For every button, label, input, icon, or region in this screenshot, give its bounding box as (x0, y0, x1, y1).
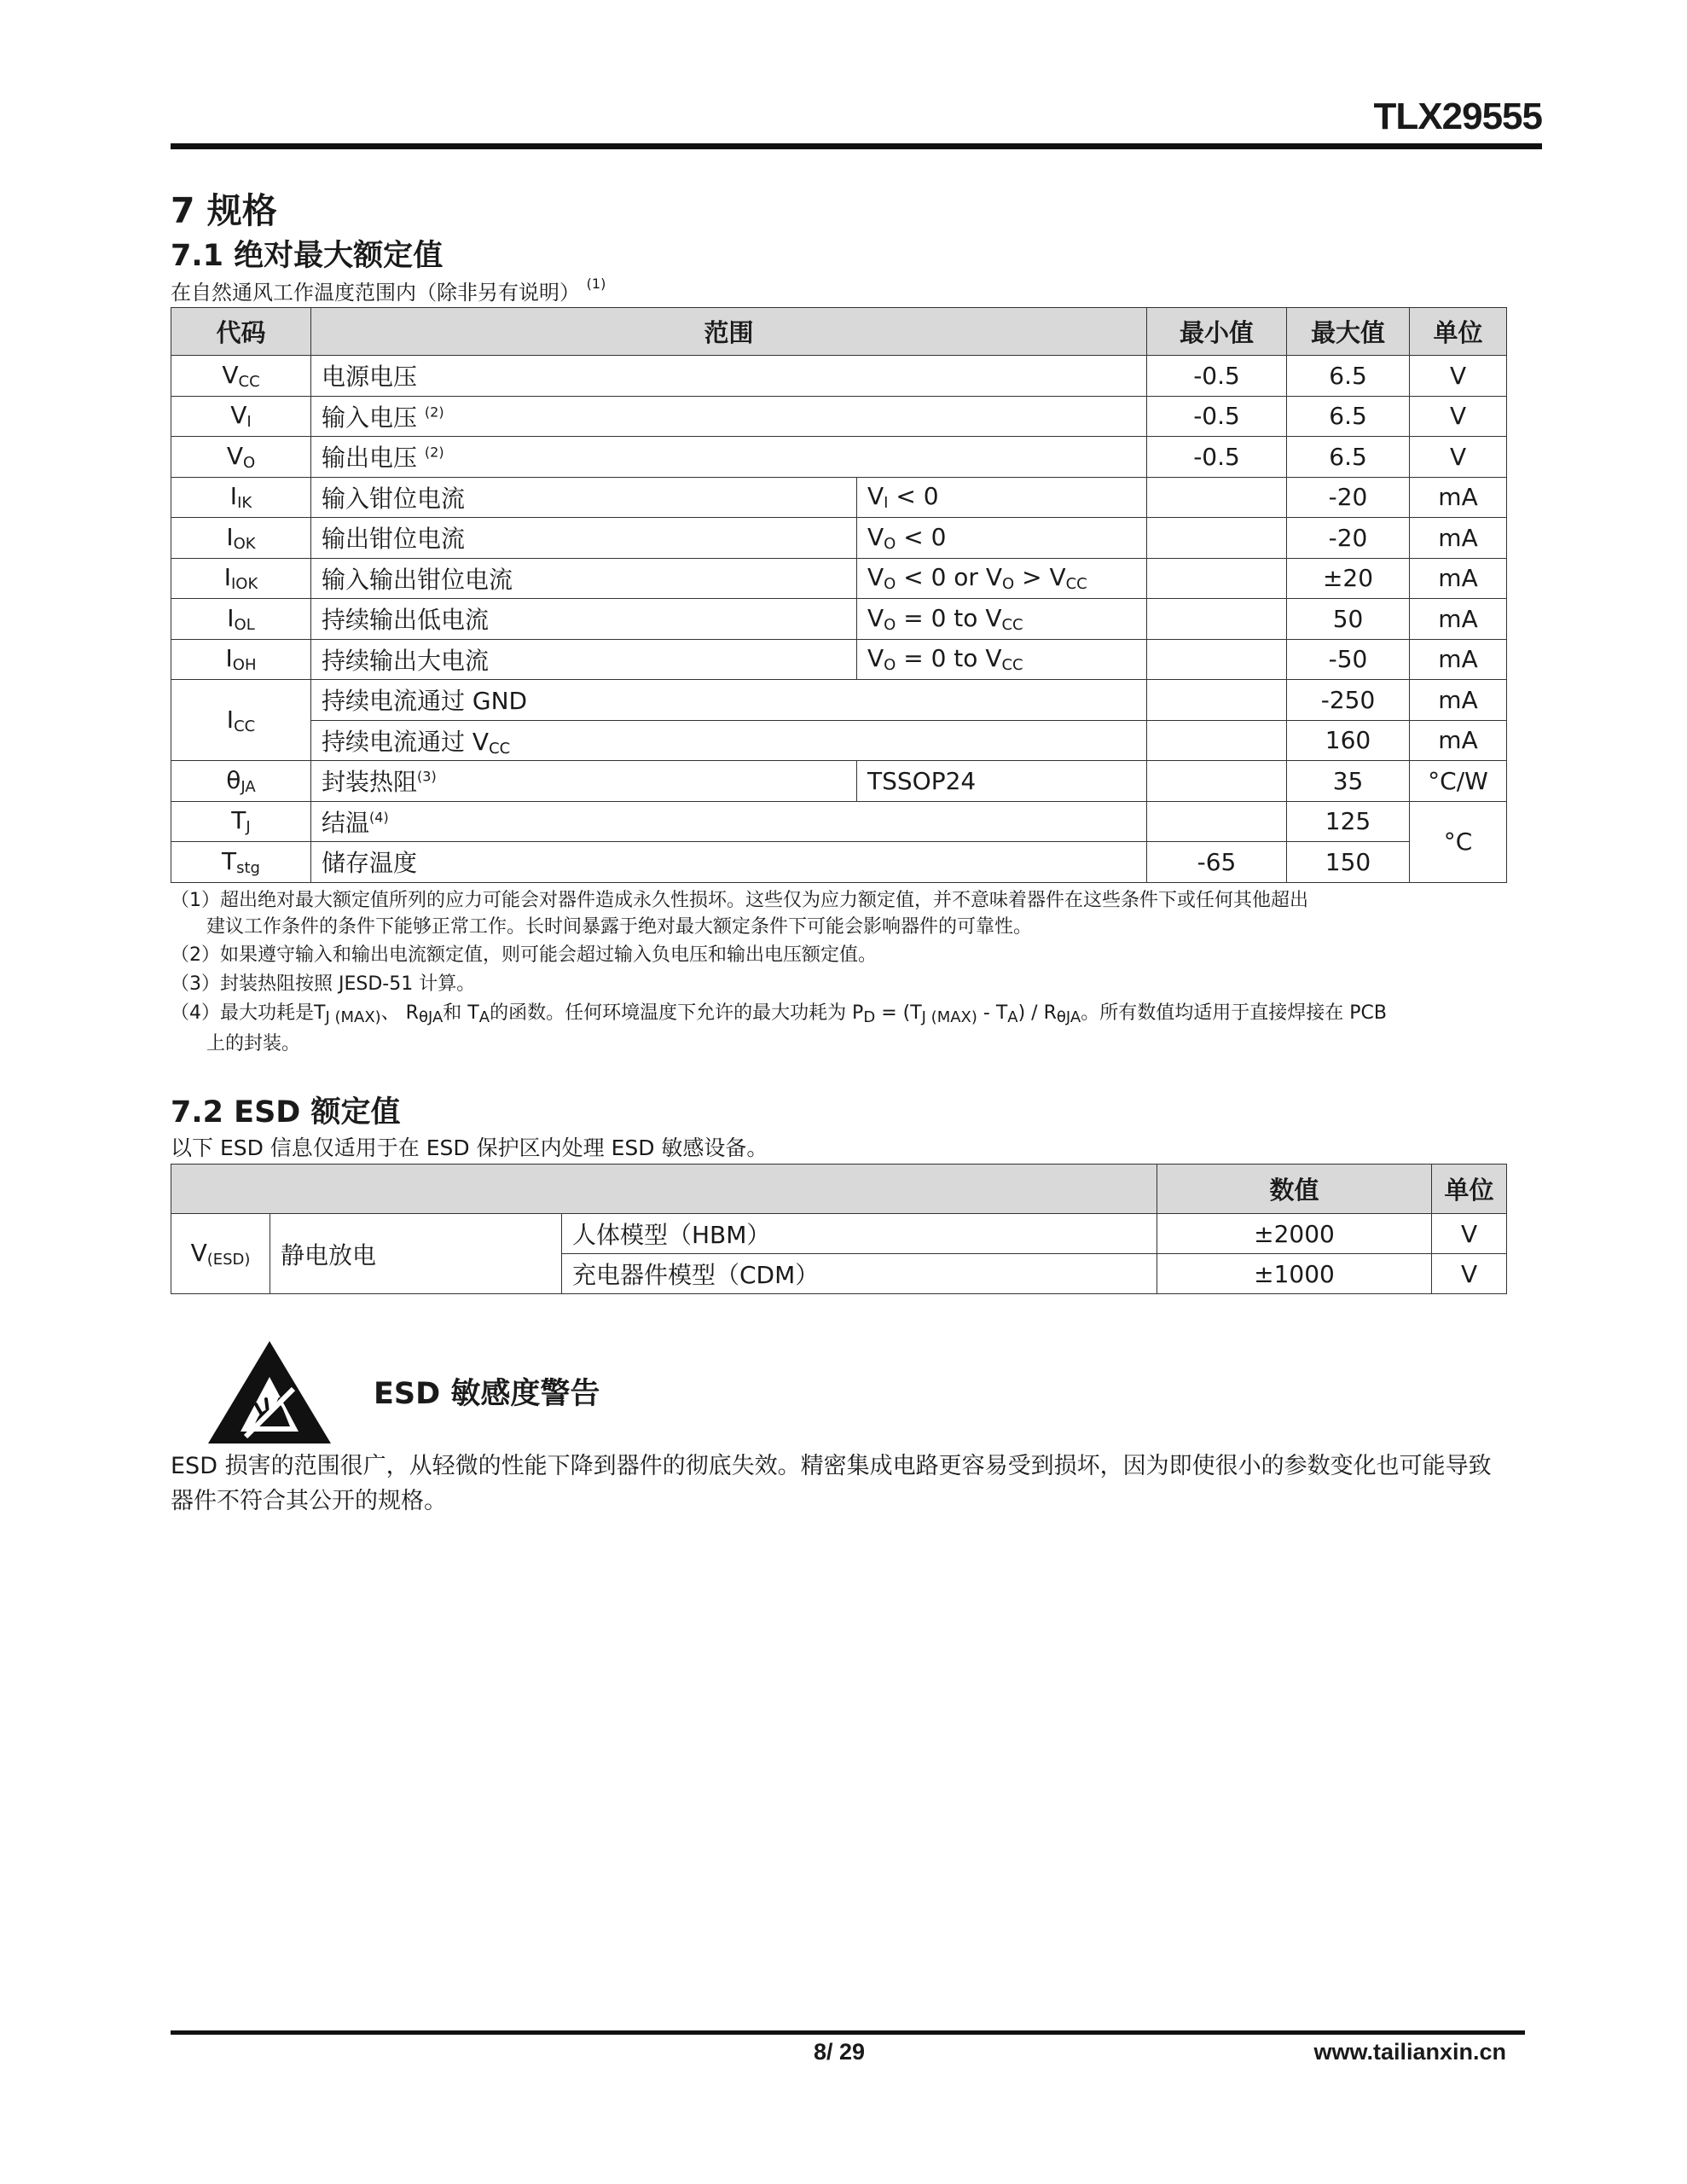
footnote-4: （4）最大功耗是$T_{J (MAX)}$、 $R_{\theta JA}$和 $T_A$的函数。任何环境温度下允许的最大功耗为 $P_D = (T_{J (MAX)} - T_A) / R_{\theta JA}$。所有数值均适用于直接焊接在 PCB 上的封装。 (171, 1002, 1387, 1054)
symbol-cell: $V_O$ (171, 437, 311, 478)
website-url: www.tailianxin.cn (1313, 2039, 1506, 2065)
value-cell: ±1000 (1157, 1254, 1432, 1294)
symbol-cell: $I_{OH}$ (171, 639, 311, 680)
table-row (171, 396, 1507, 437)
esd-table (171, 1164, 1507, 1294)
max-cell: 150 (1287, 842, 1410, 883)
condition-cell: $V_O = 0$ to $V_{CC}$ (857, 599, 1147, 640)
max-cell: 50 (1287, 599, 1410, 640)
min-cell: -65 (1147, 842, 1287, 883)
min-cell (1147, 680, 1287, 721)
subsection-title-abs-max: 7.1 绝对最大额定值 (171, 239, 443, 273)
table-row (171, 720, 1507, 761)
table-row (171, 1214, 1507, 1254)
esd-warning-icon (205, 1338, 334, 1452)
footnote-3: （3）封装热阻按照 JESD-51 计算。 (171, 973, 476, 995)
model-cell: 人体模型（HBM） (562, 1214, 1157, 1254)
table-row (171, 518, 1507, 559)
min-cell: -0.5 (1147, 396, 1287, 437)
value-cell: ±2000 (1157, 1214, 1432, 1254)
param-cell: 输入电压 $^{(2)}$ (311, 396, 1147, 437)
max-cell: -20 (1287, 477, 1410, 518)
table-row (171, 477, 1507, 518)
condition-cell: $V_I < 0$ (857, 477, 1147, 518)
esd-note: 以下 ESD 信息仅适用于在 ESD 保护区内处理 ESD 敏感设备。 (171, 1136, 768, 1160)
esd-warning-title: ESD 敏感度警告 (374, 1377, 600, 1411)
condition-cell: $V_O = 0$ to $V_{CC}$ (857, 639, 1147, 680)
symbol-cell: $V_{(ESD)}$ (171, 1214, 270, 1294)
param-cell: 电源电压 (311, 356, 1147, 397)
param-cell: 储存温度 (311, 842, 1147, 883)
esd-warning-body: ESD 损害的范围很广，从轻微的性能下降到器件的彻底失效。精密集成电路更容易受到损坏，因为即使很小的参数变化也可能导致器件不符合其公开的规格。 (171, 1453, 1492, 1514)
min-cell (1147, 477, 1287, 518)
unit-cell: V (1432, 1254, 1507, 1294)
max-cell: 125 (1287, 801, 1410, 842)
col-header-value: 数值 (1157, 1165, 1432, 1214)
abs-max-note-ref: (1) (586, 276, 606, 292)
min-cell: -0.5 (1147, 437, 1287, 478)
symbol-cell: $T_J$ (171, 801, 311, 842)
table-row (171, 680, 1507, 721)
condition-cell: TSSOP24 (857, 761, 1147, 802)
unit-cell: mA (1410, 477, 1507, 518)
abs-max-conditions-note (171, 276, 606, 305)
table-row (171, 639, 1507, 680)
max-cell: -20 (1287, 518, 1410, 559)
abs-max-table (171, 307, 1507, 883)
param-cell: 持续输出大电流 (311, 639, 857, 680)
col-header-range: 范围 (311, 308, 1147, 356)
col-header-code: 代码 (171, 308, 311, 356)
table-header-row (171, 1165, 1507, 1214)
unit-cell: mA (1410, 680, 1507, 721)
symbol-cell: $I_{OL}$ (171, 599, 311, 640)
col-header-unit: 单位 (1432, 1165, 1507, 1214)
symbol-cell: $T_{stg}$ (171, 842, 311, 883)
footnote-1: （1）超出绝对最大额定值所列的应力可能会对器件造成永久性损坏。这些仅为应力额定值，并不意味着器件在这些条件下或任何其他超出 建议工作条件的条件下能够正常工作。长时间暴露于绝对最大额定条件下可能会影响器件的可靠性。 (171, 890, 1309, 938)
unit-cell: V (1410, 396, 1507, 437)
min-cell (1147, 518, 1287, 559)
condition-cell: $V_O < 0$ or $V_O > V_{CC}$ (857, 558, 1147, 599)
unit-cell: mA (1410, 720, 1507, 761)
max-cell: 35 (1287, 761, 1410, 802)
max-cell: 6.5 (1287, 437, 1410, 478)
unit-cell: mA (1410, 518, 1507, 559)
max-cell: 6.5 (1287, 356, 1410, 397)
table-row (171, 599, 1507, 640)
col-header-min: 最小值 (1147, 308, 1287, 356)
model-cell: 充电器件模型（CDM） (562, 1254, 1157, 1294)
param-cell: 输出电压 $^{(2)}$ (311, 437, 1147, 478)
param-cell: 输入钳位电流 (311, 477, 857, 518)
symbol-cell: $I_{OK}$ (171, 518, 311, 559)
min-cell (1147, 599, 1287, 640)
col-header-unit: 单位 (1410, 308, 1507, 356)
page-number: 8/ 29 (814, 2039, 866, 2065)
param-cell: 持续电流通过 GND (311, 680, 1147, 721)
min-cell (1147, 720, 1287, 761)
section-title: 7 规格 (171, 190, 277, 231)
unit-cell: °C/W (1410, 761, 1507, 802)
min-cell: -0.5 (1147, 356, 1287, 397)
symbol-cell: $I_{IOK}$ (171, 558, 311, 599)
param-cell: 结温$^{(4)}$ (311, 801, 1147, 842)
param-cell: 输入输出钳位电流 (311, 558, 857, 599)
table-row (171, 842, 1507, 883)
table-row (171, 356, 1507, 397)
symbol-cell: $V_I$ (171, 396, 311, 437)
abs-max-note-text: 在自然通风工作温度范围内（除非另有说明） (171, 281, 580, 305)
max-cell: -250 (1287, 680, 1410, 721)
min-cell (1147, 639, 1287, 680)
symbol-cell: $I_{CC}$ (171, 680, 311, 761)
col-header-max: 最大值 (1287, 308, 1410, 356)
symbol-cell: $V_{CC}$ (171, 356, 311, 397)
header-rule (171, 143, 1542, 149)
unit-cell: V (1410, 437, 1507, 478)
footer-rule (171, 2030, 1525, 2035)
min-cell (1147, 801, 1287, 842)
max-cell: -50 (1287, 639, 1410, 680)
max-cell: 6.5 (1287, 396, 1410, 437)
condition-cell: $V_O < 0$ (857, 518, 1147, 559)
unit-cell: V (1432, 1214, 1507, 1254)
symbol-cell: $\theta_{JA}$ (171, 761, 311, 802)
param-cell: 静电放电 (270, 1214, 562, 1294)
param-cell: 输出钳位电流 (311, 518, 857, 559)
min-cell (1147, 761, 1287, 802)
param-cell: 持续输出低电流 (311, 599, 857, 640)
table-row (171, 761, 1507, 802)
unit-cell: mA (1410, 599, 1507, 640)
table-row (171, 558, 1507, 599)
max-cell: 160 (1287, 720, 1410, 761)
symbol-cell: $I_{IK}$ (171, 477, 311, 518)
footnote-2: （2）如果遵守输入和输出电流额定值，则可能会超过输入负电压和输出电压额定值。 (171, 944, 877, 966)
table-row (171, 437, 1507, 478)
param-cell: 封装热阻$^{(3)}$ (311, 761, 857, 802)
subsection-title-esd: 7.2 ESD 额定值 (171, 1095, 401, 1130)
unit-cell: mA (1410, 639, 1507, 680)
param-cell: 持续电流通过 $V_{CC}$ (311, 720, 1147, 761)
max-cell: ±20 (1287, 558, 1410, 599)
unit-cell: mA (1410, 558, 1507, 599)
table-header-row (171, 308, 1507, 356)
document-code: TLX29555 (1373, 96, 1542, 137)
table-row (171, 801, 1507, 842)
col-header-blank (171, 1165, 1157, 1214)
unit-cell: °C (1410, 801, 1507, 882)
min-cell (1147, 558, 1287, 599)
unit-cell: V (1410, 356, 1507, 397)
